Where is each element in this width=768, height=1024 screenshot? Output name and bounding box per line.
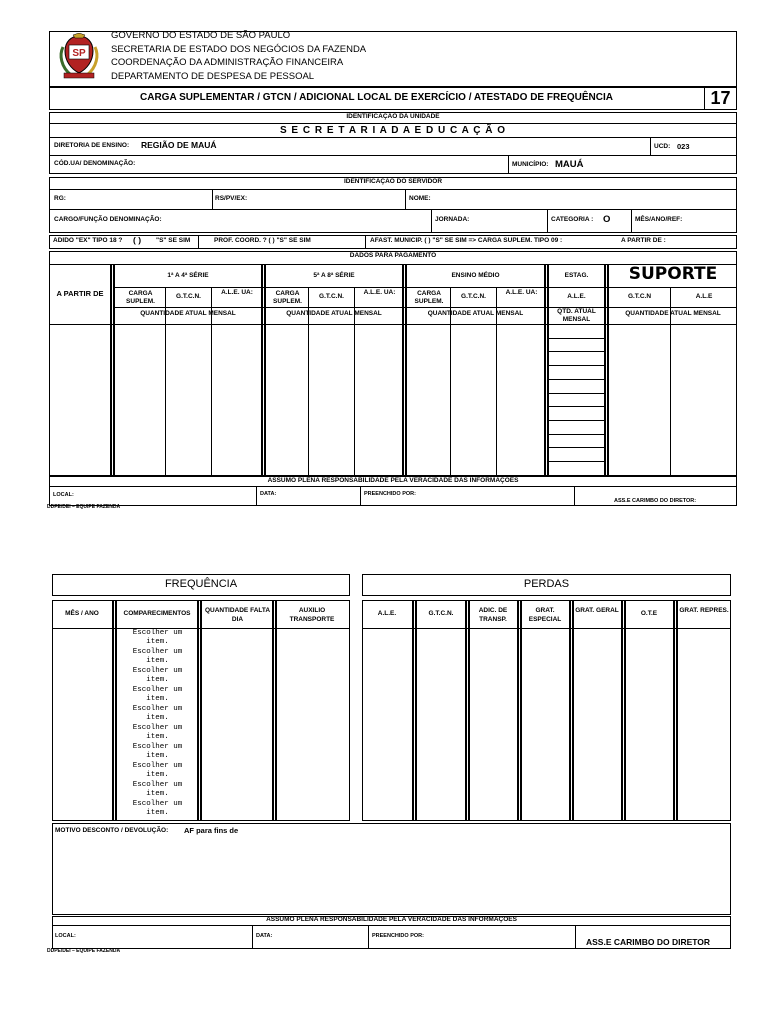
perdas-col-grat-repres: GRAT. REPRES. (679, 607, 729, 614)
nome-label: NOME: (409, 195, 431, 202)
perdas-col-grat-especial: GRAT. ESPECIAL (528, 607, 562, 623)
preenchido-label-1[interactable]: PREENCHIDO POR: (364, 491, 416, 497)
data-label-2[interactable]: DATA: (256, 933, 273, 939)
col-comparecimentos: COMPARECIMENTOS (123, 610, 191, 617)
sub-ale-1: A.L.E. UA: (221, 289, 253, 296)
local-label-1[interactable]: LOCAL: (53, 492, 74, 498)
choose-8[interactable]: Escolher um item. (132, 762, 183, 780)
sub-ale-2: A.L.E. UA: (363, 289, 396, 296)
gov-line-4: DEPARTAMENTO DE DESPESA DE PESSOAL (111, 71, 315, 82)
ucd-label: UCD: (654, 143, 671, 150)
perdas-title: PERDAS (523, 578, 570, 590)
data-label-1[interactable]: DATA: (260, 491, 277, 497)
col-qtd-falta: QUANTIDADE FALTA DIA (204, 607, 271, 623)
pagamento-title: DADOS PARA PAGAMENTO (349, 252, 437, 259)
gov-line-3: COORDENAÇÃO DA ADMINISTRAÇÃO FINANCEIRA (111, 57, 344, 68)
choose-4[interactable]: Escolher um item. (132, 686, 183, 704)
cargo-label: CARGO/FUNÇÃO DENOMINAÇÃO: (54, 216, 162, 223)
sub-ale-3: A.L.E. UA: (505, 289, 538, 296)
pagamento-section (49, 251, 737, 476)
adido-checkbox[interactable]: ( ) (133, 235, 142, 245)
qtd-mensal-suporte: QUANTIDADE ATUAL MENSAL (625, 310, 721, 317)
choose-6[interactable]: Escolher um item. (132, 724, 183, 742)
sub-carga-2: CARGA SUPLEM. (273, 290, 302, 305)
qtd-mensal-1: QUANTIDADE ATUAL MENSAL (140, 310, 236, 317)
qtd-atual-estag: QTD. ATUAL MENSAL (557, 308, 596, 323)
sub-carga-1: CARGA SUPLEM. (126, 290, 155, 305)
group-suporte: SUPORTE (628, 264, 718, 284)
ucd-value[interactable]: 023 (677, 142, 690, 151)
unidade-title: IDENTIFICAÇÃO DA UNIDADE (346, 113, 440, 120)
categoria-label: CATEGORIA : (551, 216, 594, 223)
svg-text:SP: SP (72, 48, 86, 59)
sub-gtcn-suporte: G.T.C.N (627, 293, 652, 300)
choose-10[interactable]: Escolher um item. (132, 800, 183, 818)
sub-gtcn-1: G.T.C.N. (176, 293, 201, 300)
group-5-8-serie: 5ª A 8ª SÉRIE (313, 272, 355, 279)
categoria-value[interactable]: O (603, 214, 611, 225)
municipio-value[interactable]: MAUÁ (555, 159, 584, 170)
perdas-col-grat-geral: GRAT. GERAL (575, 607, 619, 614)
prof-coord-label[interactable]: PROF. COORD. ? ( ) "S" SE SIM (214, 237, 311, 244)
gov-line-2: SECRETARIA DE ESTADO DOS NEGÓCIOS DA FAZENDA (111, 44, 367, 55)
sao-paulo-seal-icon (57, 33, 101, 81)
jornada-label: JORNADA: (435, 216, 470, 223)
choose-2[interactable]: Escolher um item. (132, 648, 183, 666)
sub-ale-estag: A.L.E. (567, 293, 586, 300)
qtd-mensal-2: QUANTIDADE ATUAL MENSAL (286, 310, 382, 317)
sub-gtcn-3: G.T.C.N. (461, 293, 486, 300)
sub-ale-suporte: A.L.E (695, 293, 713, 300)
perdas-col-ote: O.T.E (640, 610, 658, 617)
rspv-label: RS/PV/EX: (215, 195, 248, 202)
municipio-label: MUNICÍPIO: (512, 161, 549, 168)
group-ensino-medio: ENSINO MÉDIO (451, 272, 500, 279)
group-1-4-serie: 1ª A 4ª SÉRIE (167, 272, 209, 279)
qtd-mensal-3: QUANTIDADE ATUAL MENSAL (427, 310, 524, 317)
form-title: CARGA SUPLEMENTAR / GTCN / ADICIONAL LOCAL DE EXERCÍCIO / ATESTADO DE FREQUÊNCIA (140, 92, 613, 103)
sub-carga-3: CARGA SUPLEM. (414, 290, 444, 305)
choose-9[interactable]: Escolher um item. (132, 781, 183, 799)
choose-7[interactable]: Escolher um item. (132, 743, 183, 761)
diretoria-label: DIRETORIA DE ENSINO: (54, 142, 130, 149)
motivo-value[interactable]: AF para fins de (184, 826, 239, 835)
secretaria-label: S E C R E T A R I A D A E D U C A Ç Ã O (279, 125, 507, 136)
apartir-col-label: A PARTIR DE (56, 289, 104, 298)
perdas-col-gtcn: G.T.C.N. (428, 610, 454, 617)
col-aux-transporte: AUXILIO TRANSPORTE (289, 607, 335, 623)
col-mes-ano: MÊS / ANO (65, 610, 99, 617)
frequencia-title: FREQUÊNCIA (164, 578, 238, 590)
servidor-title: IDENTIFICAÇÃO DO SERVIDOR (343, 178, 443, 185)
motivo-box[interactable] (52, 823, 731, 915)
gov-line-1: GOVERNO DO ESTADO DE SÃO PAULO (111, 30, 291, 41)
perdas-col-ale: A.L.E. (377, 610, 397, 617)
ass-label-1[interactable]: ASS.E CARIMBO DO DIRETOR: (614, 498, 697, 504)
local-label-2[interactable]: LOCAL: (55, 933, 76, 939)
choose-1[interactable]: Escolher um item. (132, 629, 183, 647)
form-number: 17 (710, 88, 731, 108)
diretoria-value[interactable]: REGIÃO DE MAUÁ (141, 140, 217, 150)
afast-label[interactable]: AFAST. MUNICIP. ( ) "S" SE SIM => CARGA SUPLEM. TIPO 09 : (370, 237, 563, 244)
mesano-label: MÊS/ANO/REF: (635, 216, 683, 223)
responsabilidade-2: ASSUMO PLENA RESPONSABILIDADE PELA VERACIDADE DAS INFORMAÇOES (266, 916, 517, 923)
sub-gtcn-2: G.T.C.N. (319, 293, 344, 300)
responsabilidade-1: ASSUMO PLENA RESPONSABILIDADE PELA VERACIDADE DAS INFORMAÇOES (267, 477, 519, 484)
adido-label: ADIDO "EX" TIPO 18 ? (53, 237, 123, 244)
ass-label-2[interactable]: ASS.E CARIMBO DO DIRETOR (586, 937, 711, 947)
group-estag: ESTAG. (564, 272, 589, 279)
adido-sim: "S" SE SIM (156, 237, 191, 244)
perdas-col-adic-transp: ADIC. DE TRANSP. (478, 607, 508, 623)
motivo-label: MOTIVO DESCONTO / DEVOLUÇÃO: (55, 827, 169, 834)
preenchido-label-2[interactable]: PREENCHIDO POR: (372, 933, 424, 939)
rg-label: RG: (54, 195, 66, 202)
footer-code-2: DDPE/DEI – EQUIPE FAZENDA (47, 948, 121, 954)
apartir-label: A PARTIR DE : (621, 237, 666, 244)
cod-ua-label: CÓD.UA/ DENOMINAÇÃO: (54, 160, 136, 167)
choose-5[interactable]: Escolher um item. (132, 705, 183, 723)
choose-3[interactable]: Escolher um item. (132, 667, 183, 685)
footer-code-1: DDPE/DEI – EQUIPE FAZENDA (47, 504, 121, 510)
